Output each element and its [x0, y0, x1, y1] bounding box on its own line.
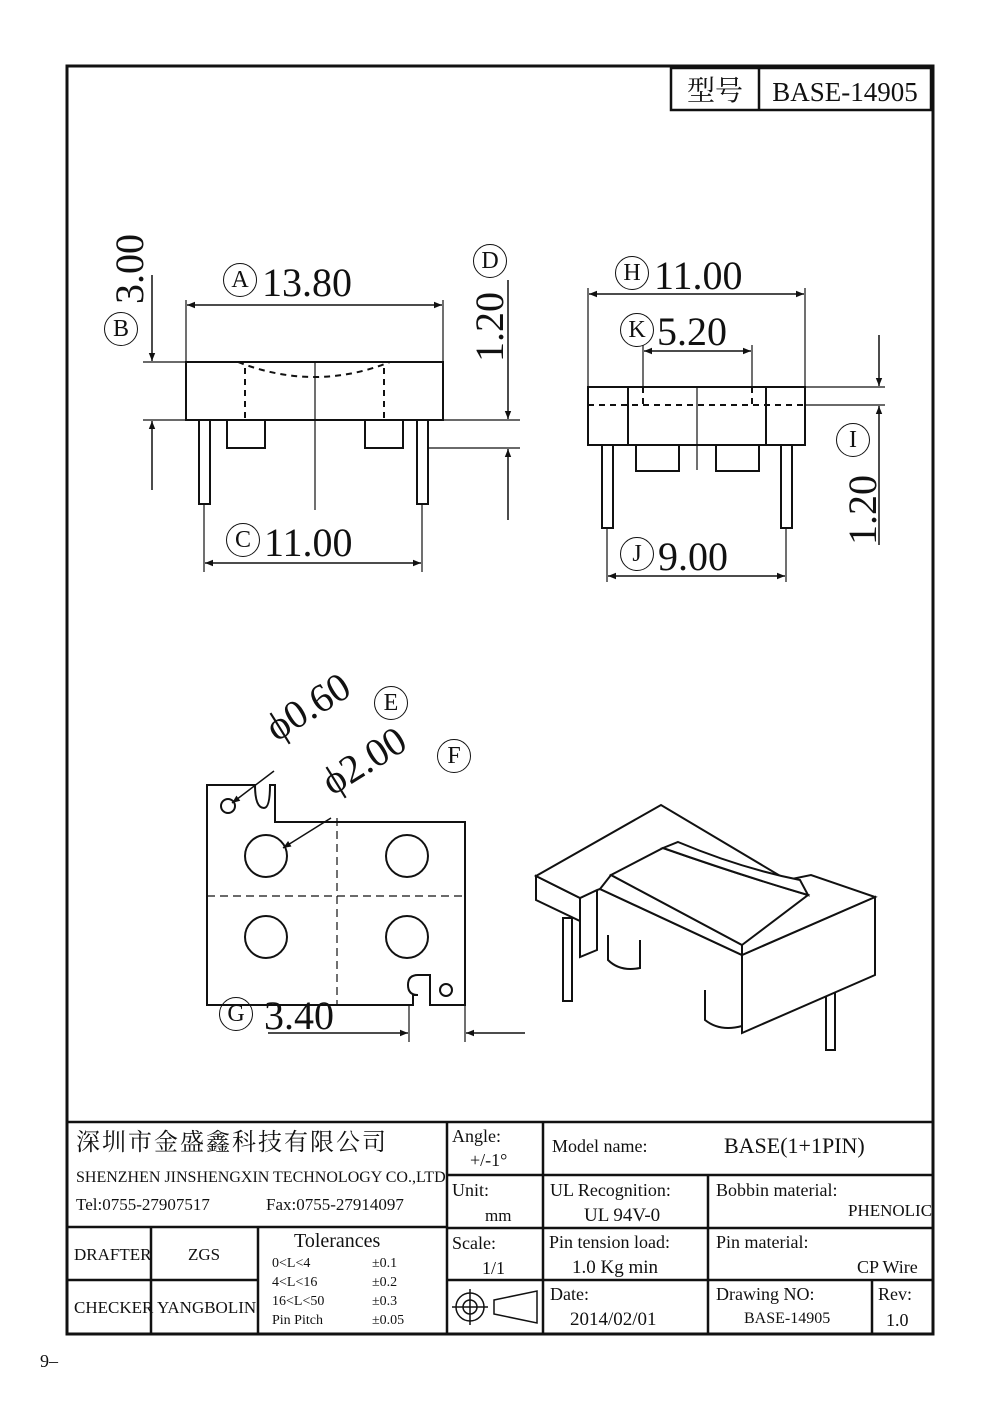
dim-j-value: 9.00 — [658, 534, 728, 579]
drawing-no-label: Drawing NO: — [716, 1284, 815, 1304]
dim-c-value: 11.00 — [264, 520, 353, 565]
checker-value: YANGBOLIN — [157, 1298, 257, 1317]
tolerance-row: 0<L<4 ±0.1 — [272, 1256, 398, 1271]
front-view-standoff-left — [227, 420, 265, 448]
side-view-pin-right — [781, 445, 792, 528]
dim-f-value: ϕ2.00 — [313, 717, 415, 804]
hole-pad-4 — [386, 916, 428, 958]
bobbin-label: Bobbin material: — [716, 1180, 838, 1200]
tolerance-row: 16<L<50 ±0.3 — [272, 1294, 398, 1309]
dim-i-letter: I — [836, 423, 870, 457]
dim-k-letter: K — [620, 313, 654, 347]
pin-material-label: Pin material: — [716, 1232, 809, 1252]
company-fax: Fax:0755-27914097 — [266, 1195, 404, 1214]
dim-j-letter: J — [620, 537, 654, 571]
front-view-standoff-right — [365, 420, 403, 448]
dim-e-value: ϕ0.60 — [257, 663, 359, 750]
dim-a-value: 13.80 — [262, 260, 352, 305]
dim-a-letter: A — [223, 263, 257, 297]
drafter-label: DRAFTER — [74, 1245, 152, 1264]
tolerances-table — [272, 1256, 444, 1332]
dim-k-value: 5.20 — [657, 309, 727, 354]
dim-h-letter: H — [615, 256, 649, 290]
dim-c-letter: C — [226, 523, 260, 557]
pin-tension-label: Pin tension load: — [549, 1232, 670, 1252]
scale-label: Scale: — [452, 1233, 496, 1253]
tolerance-row: 4<L<16 ±0.2 — [272, 1275, 398, 1290]
date-label: Date: — [550, 1284, 589, 1304]
leader-e — [232, 771, 274, 803]
hole-small-top — [221, 799, 235, 813]
model-name-value: BASE(1+1PIN) — [724, 1133, 865, 1158]
rev-label: Rev: — [878, 1284, 912, 1304]
hole-small-bottom — [440, 984, 452, 996]
pin-material-value: CP Wire — [857, 1257, 918, 1277]
company-tel: Tel:0755-27907517 — [76, 1195, 210, 1214]
date-value: 2014/02/01 — [570, 1309, 657, 1330]
company-name-cn: 深圳市金盛鑫科技有限公司 — [76, 1128, 388, 1156]
projection-symbol — [452, 1289, 537, 1325]
hole-pad-1 — [245, 835, 287, 877]
unit-value: mm — [485, 1206, 512, 1225]
dim-d-value: 1.20 — [467, 292, 512, 362]
model-header-label: 型号 — [686, 74, 744, 107]
dim-b-letter: B — [104, 312, 138, 346]
unit-label: Unit: — [452, 1180, 490, 1200]
side-view-pin-left — [602, 445, 613, 528]
dim-e-letter: E — [374, 686, 408, 720]
iso-standoff-2 — [705, 990, 742, 1028]
checker-label: CHECKER — [74, 1298, 154, 1317]
angle-value: +/-1° — [470, 1150, 508, 1170]
rev-value: 1.0 — [886, 1310, 909, 1330]
isometric-view — [536, 805, 875, 1050]
drafter-value: ZGS — [188, 1245, 221, 1264]
scale-value: 1/1 — [482, 1258, 506, 1278]
drawing-no-value: BASE-14905 — [744, 1310, 831, 1327]
front-view-pin-right — [417, 420, 428, 504]
tolerance-row: Pin Pitch ±0.05 — [272, 1313, 405, 1328]
dim-h-value: 11.00 — [654, 253, 743, 298]
dim-g-letter: G — [219, 997, 253, 1031]
dim-f-letter: F — [437, 739, 471, 773]
pcb-footprint — [207, 771, 525, 1042]
dim-d-letter: D — [473, 244, 507, 278]
ul-label: UL Recognition: — [550, 1180, 671, 1200]
bobbin-value: PHENOLIC — [848, 1201, 933, 1220]
company-name-en: SHENZHEN JINSHENGXIN TECHNOLOGY CO.,LTD — [76, 1169, 446, 1186]
iso-pin-back — [563, 918, 572, 1001]
footer-mark: 9– — [40, 1351, 58, 1371]
side-view-standoff-right — [716, 445, 759, 471]
iso-side-face — [580, 890, 597, 957]
front-view-cavity-arc — [238, 362, 390, 377]
dim-b-value: 3.00 — [107, 234, 152, 304]
dim-i-value: 1.20 — [840, 475, 885, 545]
footprint-outline — [207, 785, 465, 1005]
model-header-value: BASE-14905 — [772, 77, 918, 107]
front-view-pin-left — [199, 420, 210, 504]
hole-pad-2 — [386, 835, 428, 877]
pin-tension-value: 1.0 Kg min — [572, 1257, 659, 1278]
iso-standoff-1 — [608, 935, 640, 969]
dim-g-value: 3.40 — [264, 993, 334, 1038]
side-view-standoff-left — [636, 445, 679, 471]
tolerances-title: Tolerances — [294, 1230, 381, 1252]
model-name-label: Model name: — [552, 1136, 648, 1156]
hole-pad-3 — [245, 916, 287, 958]
ul-value: UL 94V-0 — [584, 1205, 661, 1226]
angle-label: Angle: — [452, 1126, 501, 1146]
